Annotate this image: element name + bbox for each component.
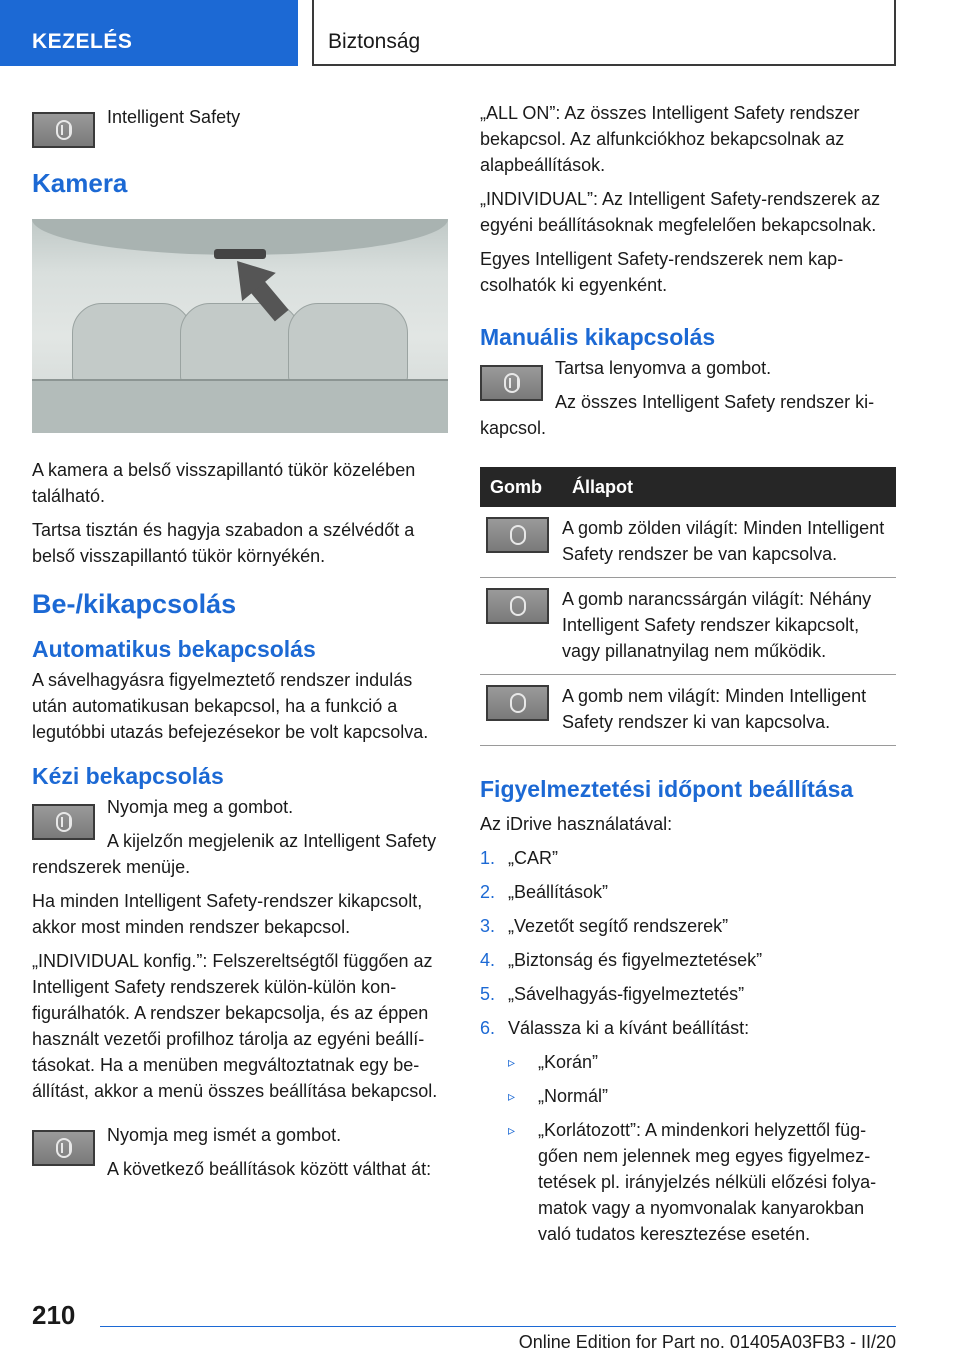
manual-off-text-2: Az összes Intelligent Safety rendszer kikapcsol.	[480, 392, 875, 438]
list-item	[480, 879, 896, 905]
warning-time-heading: Figyelmeztetési időpont beállítása	[480, 776, 854, 802]
step-number: 5.	[480, 984, 496, 1004]
list-item	[480, 947, 896, 973]
step-number: 2.	[480, 882, 496, 902]
list-item	[508, 1117, 896, 1247]
footer-edition: Online Edition for Part no. 01405A03FB3 - II/20	[518, 1332, 896, 1352]
step-number: 6.	[480, 1018, 496, 1038]
safety-button-icon	[56, 812, 72, 832]
press-again-text-2: A következő beállítások között válthat át:	[107, 1159, 432, 1179]
manual-on-text-3: Ha minden Intelligent Safety-rendszer kikapcsolt, akkor most minden rendszer bekapcsol.	[32, 891, 423, 937]
off-button-image	[486, 685, 549, 721]
table-header-row	[480, 467, 896, 507]
table-header-button: Gomb	[480, 467, 562, 507]
list-item	[480, 913, 896, 939]
button-state-table	[480, 467, 896, 746]
step-text: „Beállítások”	[508, 882, 609, 902]
list-item	[480, 981, 896, 1007]
triangle-bullet-icon: ▹	[508, 1088, 516, 1104]
all-on-text: „ALL ON”: Az összes Intelligent Safety rendszer bekapcsol. Az alfunkciókhoz bekapcsolnak az alapbeállítások.	[480, 103, 860, 175]
camera-image-dashboard	[32, 379, 448, 433]
list-item	[480, 845, 896, 871]
camera-text-1: A kamera a belső visszapillantó tükör közelében található.	[32, 460, 416, 506]
camera-text-2: Tartsa tisztán és hagyja szabadon a szélvédőt a belső visszapillantó tükör környékén.	[32, 520, 415, 566]
steps-list	[480, 845, 896, 1247]
step-number: 3.	[480, 916, 496, 936]
manual-off-text-1: Tartsa lenyomva a gombot.	[555, 358, 772, 378]
triangle-bullet-icon: ▹	[508, 1054, 516, 1070]
auto-on-text: A sávelhagyásra figyelmeztető rendszer indulás után automatikusan bekapcsol, ha a funkció a legutóbbi utazás befejezésekor be volt kapcsolva.	[32, 670, 429, 742]
manual-on-text-2: A kijelzőn megjelenik az Intelligent Safety rendszerek menüje.	[32, 831, 437, 877]
left-column	[32, 100, 448, 1190]
table-cell-state: A gomb nem világít: Minden Intelligent Safety rendszer ki van kapcsolva.	[562, 675, 896, 746]
table-header-state: Állapot	[562, 467, 896, 507]
safety-button-icon	[504, 373, 520, 393]
step-number: 1.	[480, 848, 496, 868]
footer-divider	[100, 1326, 896, 1327]
section-tab[interactable]: KEZELÉS	[0, 0, 298, 66]
table-row	[480, 675, 896, 746]
step-text: „Sávelhagyás-figyelmeztetés”	[508, 984, 745, 1004]
triangle-bullet-icon: ▹	[508, 1122, 516, 1138]
manual-on-button-image	[32, 804, 95, 840]
orange-button-image	[486, 588, 549, 624]
press-again-text-1: Nyomja meg ismét a gombot.	[107, 1125, 342, 1145]
step-text: „CAR”	[508, 848, 558, 868]
safety-button-icon	[510, 693, 526, 713]
step-number: 4.	[480, 950, 496, 970]
list-item	[508, 1083, 896, 1109]
onoff-heading: Be-/kikapcsolás	[32, 589, 237, 619]
table-cell-button	[480, 578, 562, 675]
page-number: 210	[32, 1300, 76, 1330]
table-cell-state: A gomb zölden világít: Minden Intelligent Safety rendszer be van kapcsolva.	[562, 507, 896, 578]
manual-off-button-image	[480, 365, 543, 401]
table-cell-button	[480, 675, 562, 746]
intelligent-safety-label: Intelligent Safety	[107, 107, 241, 127]
table-cell-state: A gomb narancssárgán világít: Néhány Intelligent Safety rendszer kikapcsolt, vagy pillanatnyilag nem működik.	[562, 578, 896, 675]
individual-text: „INDIVIDUAL”: Az Intelligent Safety-rendszerek az egyéni beállításoknak megfelelően bekapcsolnak.	[480, 189, 881, 235]
list-item	[480, 1015, 896, 1247]
safety-button-icon	[56, 120, 72, 140]
table-row	[480, 507, 896, 578]
intelligent-safety-button-image	[32, 112, 95, 148]
safety-button-icon	[56, 1138, 72, 1158]
green-button-image	[486, 517, 549, 553]
option-text: „Normál”	[538, 1086, 608, 1106]
camera-location-image	[32, 219, 448, 433]
table-row	[480, 578, 896, 675]
table-cell-button	[480, 507, 562, 578]
some-systems-text: Egyes Intelligent Safety-rendszerek nem kapcsolhatók ki egyenként.	[480, 249, 844, 295]
sub-options-list	[508, 1049, 896, 1247]
safety-button-icon	[510, 525, 526, 545]
manual-on-text-1: Nyomja meg a gombot.	[107, 797, 294, 817]
list-item	[508, 1049, 896, 1075]
option-text: „Korlátozott”: A mindenkori helyzettől függően nem jelennek meg egyes figyelmeztetések pl. irányjelzés nélküli előzési folyamatok vagy a nyomvonalak kanyarokban való tudatos keresztezése esetén.	[538, 1120, 877, 1244]
camera-image-seat-right	[288, 303, 408, 383]
right-column	[480, 100, 896, 1255]
option-text: „Korán”	[538, 1052, 599, 1072]
step-text: Válassza ki a kívánt beállítást:	[508, 1018, 750, 1038]
manual-off-heading: Manuális kikapcsolás	[480, 324, 716, 350]
chapter-title: Biztonság	[312, 0, 896, 66]
press-again-button-image	[32, 1130, 95, 1166]
manual-on-heading: Kézi bekapcsolás	[32, 763, 224, 789]
step-text: „Vezetőt segítő rendszerek”	[508, 916, 729, 936]
camera-heading: Kamera	[32, 168, 128, 198]
safety-button-icon	[510, 596, 526, 616]
camera-image-seat-left	[72, 303, 192, 383]
step-text: „Biztonság és figyelmeztetések”	[508, 950, 763, 970]
manual-on-text-4: „INDIVIDUAL konfig.”: Felszereltségtől függően az Intelligent Safety rendszerek külön-külön konfigurálhatók. A rendszer bekapcsolja, és az éppen használt vezetői profilhoz tárolja az egyéni beállításokat. Ha a menüben megváltoztatnak egy beállítást, akkor a menü összes beállítása bekapcsol.	[32, 951, 438, 1101]
idrive-intro: Az iDrive használatával:	[480, 814, 673, 834]
auto-on-heading: Automatikus bekapcsolás	[32, 636, 316, 662]
